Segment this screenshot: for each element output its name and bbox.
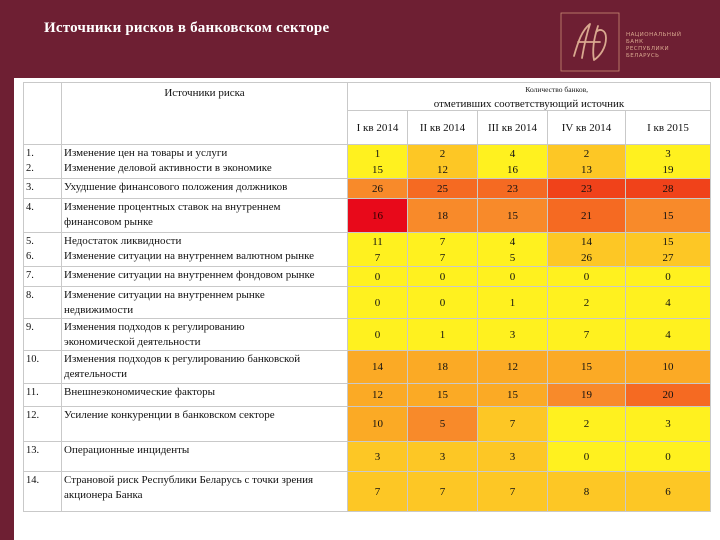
table-row bbox=[24, 199, 711, 233]
row-index: 14. bbox=[24, 472, 62, 512]
risk-source: Внешнеэкономические факторы bbox=[62, 384, 348, 407]
bank-count-cell: 3 19 bbox=[626, 145, 711, 179]
bank-count-cell: 5 bbox=[408, 407, 478, 442]
bank-count-cell: 21 bbox=[548, 199, 626, 233]
bank-count-cell: 7 bbox=[478, 407, 548, 442]
bank-count-cell: 23 bbox=[548, 179, 626, 199]
bank-count-cell: 18 bbox=[408, 351, 478, 384]
table-row bbox=[24, 442, 711, 472]
bank-count-cell: 1 15 bbox=[348, 145, 408, 179]
bank-count-cell: 23 bbox=[478, 179, 548, 199]
quarter-header: I кв 2015 bbox=[626, 111, 711, 145]
bank-count-cell: 0 bbox=[348, 319, 408, 351]
risk-source: Ухудшение финансового положения должников bbox=[62, 179, 348, 199]
risk-source: Страновой риск Республики Беларусь с точки зрения акционера Банка bbox=[62, 472, 348, 512]
bank-count-cell: 0 bbox=[548, 442, 626, 472]
row-index: 9. bbox=[24, 319, 62, 351]
bank-count-cell: 1 bbox=[408, 319, 478, 351]
bank-count-cell: 3 bbox=[478, 319, 548, 351]
bank-count-cell: 10 bbox=[348, 407, 408, 442]
bank-count-cell: 2 bbox=[548, 407, 626, 442]
bank-count-cell: 15 bbox=[478, 384, 548, 407]
bank-count-cell: 14 26 bbox=[548, 233, 626, 267]
risk-source: Изменения подходов к регулированию банковской деятельности bbox=[62, 351, 348, 384]
bank-count-cell: 4 bbox=[626, 319, 711, 351]
bank-count-cell: 20 bbox=[626, 384, 711, 407]
header-count-note: Количество банков, отметивших соответствующий источник bbox=[348, 83, 711, 111]
quarter-header: III кв 2014 bbox=[478, 111, 548, 145]
quarter-header: I кв 2014 bbox=[348, 111, 408, 145]
bank-count-cell: 25 bbox=[408, 179, 478, 199]
row-index: 5. 6. bbox=[24, 233, 62, 267]
row-index: 7. bbox=[24, 267, 62, 287]
bank-count-cell: 15 bbox=[626, 199, 711, 233]
bank-count-cell: 0 bbox=[626, 442, 711, 472]
table-row bbox=[24, 407, 711, 442]
bank-count-cell: 0 bbox=[478, 267, 548, 287]
slide-header bbox=[0, 0, 720, 78]
bank-logo bbox=[560, 12, 710, 72]
bank-count-cell: 3 bbox=[408, 442, 478, 472]
table-row bbox=[24, 472, 711, 512]
bank-count-cell: 15 27 bbox=[626, 233, 711, 267]
bank-count-cell: 0 bbox=[408, 267, 478, 287]
row-index: 10. bbox=[24, 351, 62, 384]
risk-source: Усиление конкуренции в банковском секторе bbox=[62, 407, 348, 442]
bank-count-cell: 2 bbox=[548, 287, 626, 319]
quarter-header: IV кв 2014 bbox=[548, 111, 626, 145]
row-index: 4. bbox=[24, 199, 62, 233]
table-row bbox=[24, 145, 711, 179]
bank-count-cell: 7 bbox=[408, 472, 478, 512]
table-row bbox=[24, 319, 711, 351]
risk-source: Изменение ситуации на внутреннем рынке недвижимости bbox=[62, 287, 348, 319]
bank-count-cell: 0 bbox=[348, 267, 408, 287]
quarter-header: II кв 2014 bbox=[408, 111, 478, 145]
risk-source: Изменение процентных ставок на внутреннем финансовом рынке bbox=[62, 199, 348, 233]
bank-count-cell: 15 bbox=[408, 384, 478, 407]
row-index: 13. bbox=[24, 442, 62, 472]
bank-name: НАЦИОНАЛЬНЫЙ БАНК РЕСПУБЛИКИ БЕЛАРУСЬ bbox=[626, 32, 682, 59]
bank-count-cell: 2 12 bbox=[408, 145, 478, 179]
table-row bbox=[24, 267, 711, 287]
bank-count-cell: 28 bbox=[626, 179, 711, 199]
bank-count-cell: 3 bbox=[626, 407, 711, 442]
bank-count-cell: 0 bbox=[548, 267, 626, 287]
bank-count-cell: 14 bbox=[348, 351, 408, 384]
bank-count-cell: 3 bbox=[348, 442, 408, 472]
bank-count-cell: 15 bbox=[548, 351, 626, 384]
row-index: 12. bbox=[24, 407, 62, 442]
risk-source: Изменения подходов к регулированию экономической деятельности bbox=[62, 319, 348, 351]
risk-source: Изменение ситуации на внутреннем фондовом рынке bbox=[62, 267, 348, 287]
bank-count-cell: 10 bbox=[626, 351, 711, 384]
left-accent-bar bbox=[0, 78, 14, 540]
bank-count-cell: 12 bbox=[478, 351, 548, 384]
risk-source: Недостаток ликвидности Изменение ситуации на внутреннем валютном рынке bbox=[62, 233, 348, 267]
table-row bbox=[24, 351, 711, 384]
bank-count-cell: 0 bbox=[408, 287, 478, 319]
table-row bbox=[24, 179, 711, 199]
table-row bbox=[24, 384, 711, 407]
bank-monogram-icon bbox=[560, 12, 620, 72]
row-index: 3. bbox=[24, 179, 62, 199]
risk-source: Операционные инциденты bbox=[62, 442, 348, 472]
bank-count-cell: 3 bbox=[478, 442, 548, 472]
bank-count-cell: 4 bbox=[626, 287, 711, 319]
table-row bbox=[24, 287, 711, 319]
bank-count-cell: 15 bbox=[478, 199, 548, 233]
bank-count-cell: 12 bbox=[348, 384, 408, 407]
bank-count-cell: 7 bbox=[348, 472, 408, 512]
bank-count-cell: 6 bbox=[626, 472, 711, 512]
bank-count-cell: 0 bbox=[626, 267, 711, 287]
bank-count-cell: 2 13 bbox=[548, 145, 626, 179]
slide-title: Источники рисков в банковском секторе bbox=[44, 20, 330, 36]
header-risk-source: Источники риска bbox=[62, 83, 348, 145]
row-index: 11. bbox=[24, 384, 62, 407]
bank-count-cell: 8 bbox=[548, 472, 626, 512]
bank-count-cell: 18 bbox=[408, 199, 478, 233]
bank-count-cell: 11 7 bbox=[348, 233, 408, 267]
row-index: 8. bbox=[24, 287, 62, 319]
bank-count-cell: 16 bbox=[348, 199, 408, 233]
bank-count-cell: 1 bbox=[478, 287, 548, 319]
row-index: 1. 2. bbox=[24, 145, 62, 179]
table-row bbox=[24, 233, 711, 267]
bank-count-cell: 7 bbox=[548, 319, 626, 351]
bank-count-cell: 19 bbox=[548, 384, 626, 407]
risk-table bbox=[23, 82, 711, 512]
header-index-cell bbox=[24, 83, 62, 145]
bank-count-cell: 7 bbox=[478, 472, 548, 512]
bank-count-cell: 4 16 bbox=[478, 145, 548, 179]
bank-count-cell: 26 bbox=[348, 179, 408, 199]
risk-source: Изменение цен на товары и услуги Изменение деловой активности в экономике bbox=[62, 145, 348, 179]
bank-count-cell: 0 bbox=[348, 287, 408, 319]
bank-count-cell: 7 7 bbox=[408, 233, 478, 267]
bank-count-cell: 4 5 bbox=[478, 233, 548, 267]
